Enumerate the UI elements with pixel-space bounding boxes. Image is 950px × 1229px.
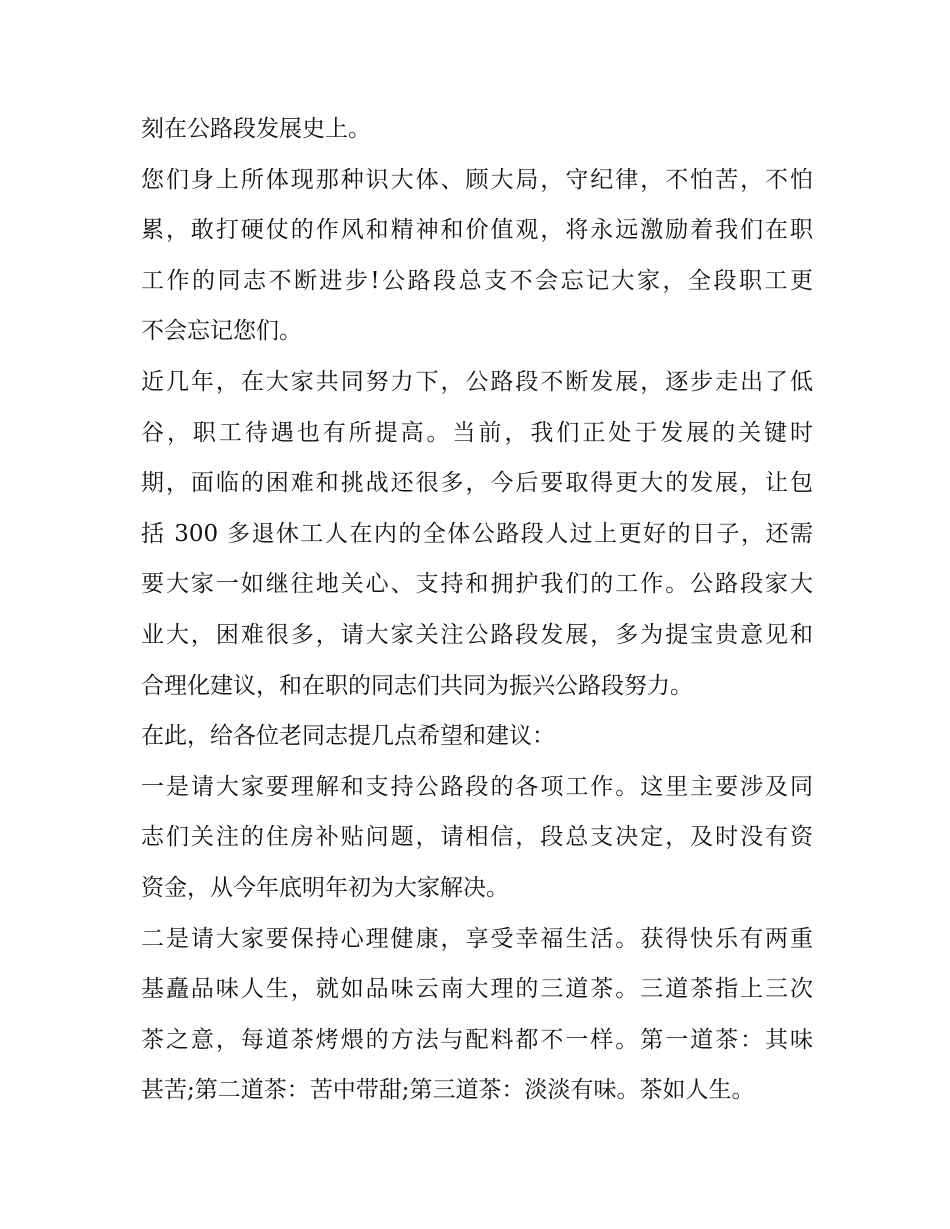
text-line: 累，敢打硬仗的作风和精神和价值观，将永远激励着我们在职 <box>141 217 813 244</box>
text-line: 二是请大家要保持心理健康，享受幸福生活。获得快乐有两重 <box>141 925 813 952</box>
text-line: 合理化建议，和在职的同志们共同为振兴公路段努力。 <box>141 672 693 699</box>
text-line: 谷，职工待遇也有所提高。当前，我们正处于发展的关键时 <box>141 419 813 446</box>
text-line: 刻在公路段发展史上。 <box>141 116 371 142</box>
text-line: 一是请大家要理解和支持公路段的各项工作。这里主要涉及同 <box>141 773 813 800</box>
text-line: 业大，困难很多，请大家关注公路段发展，多为提宝贵意见和 <box>141 621 813 648</box>
text-line: 在此，给各位老同志提几点希望和建议： <box>141 723 555 750</box>
document-body <box>141 104 813 1116</box>
text-line: 资金，从今年底明年初为大家解决。 <box>141 874 509 901</box>
text-line: 要大家一如继往地关心、支持和拥护我们的工作。公路段家大 <box>141 571 813 598</box>
text-line: 您们身上所体现那种识大体、顾大局，守纪律，不怕苦，不怕 <box>141 166 813 193</box>
text-line: 括 300 多退休工人在内的全体公路段人过上更好的日子，还需 <box>141 520 813 547</box>
text-line: 期，面临的困难和挑战还很多，今后要取得更大的发展，让包 <box>141 470 813 497</box>
text-line: 不会忘记您们。 <box>141 318 302 345</box>
text-line: 工作的同志不断进步!公路段总支不会忘记大家，全段职工更 <box>141 267 813 294</box>
text-line: 志们关注的住房补贴问题，请相信，段总支决定，及时没有资 <box>141 824 813 851</box>
text-line: 近几年，在大家共同努力下，公路段不断发展，逐步走出了低 <box>141 368 813 395</box>
text-line: 基矗品味人生，就如品味云南大理的三道茶。三道茶指上三次 <box>141 976 813 1003</box>
text-line: 甚苦;第二道茶：苦中带甜;第三道茶：淡淡有味。茶如人生。 <box>141 1077 755 1104</box>
text-line: 茶之意，每道茶烤煨的方法与配料都不一样。第一道茶：其味 <box>141 1026 813 1053</box>
